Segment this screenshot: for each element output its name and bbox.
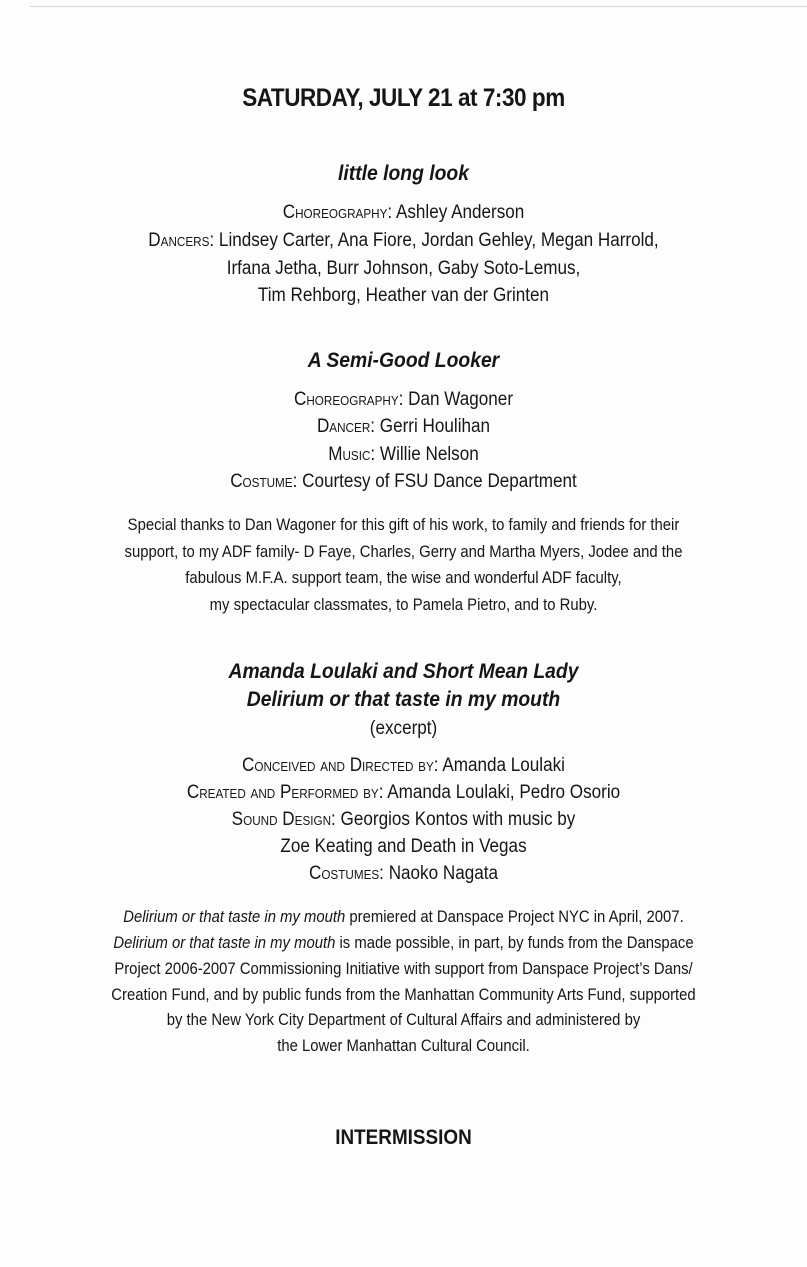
credit-line [40,782,766,804]
piece-subtitle: (excerpt) [369,718,438,739]
credit-value: Amanda Loulaki [438,755,565,776]
credit-value: Irfana Jetha, Burr Johnson, Gaby Soto-Lemus, [226,258,581,279]
credit-line [40,416,766,438]
note-line: by the New York City Department of Cultural Affairs and administered by [166,1011,641,1029]
credit-value: Naoko Nagata [383,863,499,884]
credit-value: Courtesy of FSU Dance Department [297,471,577,492]
thanks-line: fabulous M.F.A. support team, the wise and wonderful ADF faculty, [185,569,622,587]
credit-line [40,389,766,411]
credit-value: Zoe Keating and Death in Vegas [280,836,527,857]
credit-line [40,471,766,493]
note-line [40,934,766,953]
credit-line [40,863,766,885]
note-text: is made possible, in part, by funds from the Danspace [335,934,694,952]
credit-role: Dancers: [148,230,215,251]
credit-line [40,444,766,466]
credit-role: Dancer: [316,416,376,437]
credit-role: Conceived and Directed by: [242,755,439,776]
credit-role: Choreography: [293,389,404,410]
credit-role: Costume: [230,471,298,492]
piece-title-little-long-look: little long look [338,162,469,185]
credit-line [40,202,766,224]
credit-value: Georgios Kontos with music by [335,809,576,830]
credit-role: Choreography: [282,202,393,223]
credit-role: Costumes: [308,863,384,884]
thanks-line: my spectacular classmates, to Pamela Pietro, and to Ruby. [209,596,598,614]
note-line: Project 2006-2007 Commissioning Initiative with support from Danspace Project’s Dans/ [114,960,693,978]
credit-value: Tim Rehborg, Heather van der Grinten [257,285,550,306]
credit-line [40,285,766,307]
piece-title-artist: Amanda Loulaki and Short Mean Lady [228,660,579,683]
credit-line [40,809,766,831]
credit-value: Willie Nelson [375,444,479,465]
credit-value: Gerri Houlihan [375,416,491,437]
credit-role: Music: [328,444,376,465]
piece-title-semi-good-looker: A Semi-Good Looker [307,349,500,372]
credit-line [40,258,766,280]
note-line [40,908,766,927]
intermission-label: INTERMISSION [335,1126,472,1149]
credit-value: Amanda Loulaki, Pedro Osorio [383,782,621,803]
note-text: premiered at Danspace Project NYC in April, 2007. [345,908,684,926]
credit-line [40,230,766,252]
credit-line [40,755,766,777]
note-line: the Lower Manhattan Cultural Council. [277,1037,530,1055]
note-work-title: Delirium or that taste in my mouth [113,934,336,952]
credit-value: Ashley Anderson [392,202,525,223]
note-line: Creation Fund, and by public funds from the Manhattan Community Arts Fund, supported [111,986,696,1004]
piece-title-delirium: Delirium or that taste in my mouth [246,688,561,711]
performance-date-heading: SATURDAY, JULY 21 at 7:30 pm [242,84,565,112]
note-work-title: Delirium or that taste in my mouth [123,908,346,926]
credit-role: Sound Design: [231,809,336,830]
credit-role: Created and Performed by: [186,782,384,803]
credit-value: Lindsey Carter, Ana Fiore, Jordan Gehley, Megan Harrold, [214,230,659,251]
credit-line [40,836,766,858]
thanks-line: Special thanks to Dan Wagoner for this gift of his work, to family and friends for their [127,516,680,534]
thanks-line: support, to my ADF family- D Faye, Charles, Gerry and Martha Myers, Jodee and the [124,543,683,561]
credit-value: Dan Wagoner [403,389,514,410]
